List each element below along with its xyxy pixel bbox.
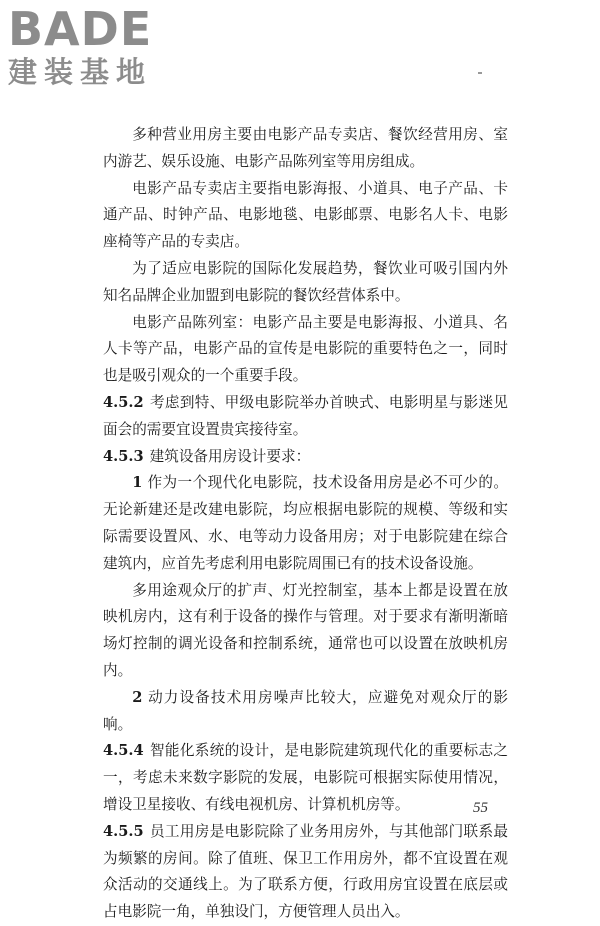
clause-number: 4.5.5	[103, 822, 144, 840]
clause-text: 建筑设备用房设计要求：	[149, 447, 311, 465]
watermark-logo	[8, 4, 178, 90]
clause-4-5-2	[103, 390, 508, 444]
paragraph: 电影产品专卖店主要指电影海报、小道具、电子产品、卡通产品、时钟产品、电影地毯、电影邮票、电影名人卡、电影座椅等产品的专卖店。	[103, 179, 508, 251]
clause-text: 智能化系统的设计，是电影院建筑现代化的重要标志之一，考虑未来数字影院的发展，电影院可根据实际使用情况，增设卫星接收、有线电视机房、计算机机房等。	[103, 742, 508, 813]
list-item-2	[103, 685, 508, 739]
paragraph: 电影产品陈列室：电影产品主要是电影海报、小道具、名人卡等产品，电影产品的宣传是电影院的重要特色之一，同时也是吸引观众的一个重要手段。	[103, 313, 508, 385]
item-number: 2	[132, 688, 143, 706]
clause-4-5-5	[103, 819, 508, 926]
item-text: 作为一个现代化电影院，技术设备用房是必不可少的。无论新建还是改建电影院，均应根据电影院的规模、等级和实际需要设置风、水、电等动力设备用房；对于电影院建在综合建筑内，应首先考虑利用电影院周围已有的技术设备设施。	[103, 474, 508, 572]
clause-number: 4.5.4	[103, 742, 144, 760]
paragraph: 多用途观众厅的扩声、灯光控制室，基本上都是设置在放映机房内，这有利于设备的操作与管理。对于要求有渐明渐暗场灯控制的调光设备和控制系统，通常也可以设置在放映机房内。	[103, 581, 508, 679]
clause-number: 4.5.2	[103, 393, 144, 411]
logo-chinese-text: 建装基地	[8, 55, 153, 89]
page-number: 55	[473, 800, 488, 816]
scan-mark	[478, 72, 482, 74]
clause-4-5-3	[103, 444, 508, 471]
clause-text: 考虑到特、甲级电影院举办首映式、电影明星与影迷见面会的需要宜设置贵宾接待室。	[103, 393, 508, 438]
logo-latin-text: BADE	[8, 2, 153, 56]
list-item-1	[103, 470, 508, 577]
item-number: 1	[132, 474, 143, 492]
paragraph: 为了适应电影院的国际化发展趋势，餐饮业可吸引国内外知名品牌企业加盟到电影院的餐饮经营体系中。	[103, 259, 508, 304]
clause-text: 员工用房是电影院除了业务用房外，与其他部门联系最为频繁的房间。除了值班、保卫工作用房外，都不宜设置在观众活动的交通线上。为了联系方便，行政用房宜设置在底层或占电影院一角，单独设门，方便管理人员出入。	[103, 822, 508, 921]
clause-4-5-4	[103, 738, 508, 818]
paragraph: 多种营业用房主要由电影产品专卖店、餐饮经营用房、室内游艺、娱乐设施、电影产品陈列室等用房组成。	[103, 126, 508, 170]
page-body	[103, 122, 508, 926]
item-text: 动力设备技术用房噪声比较大，应避免对观众厅的影响。	[103, 688, 508, 733]
clause-number: 4.5.3	[103, 447, 144, 465]
